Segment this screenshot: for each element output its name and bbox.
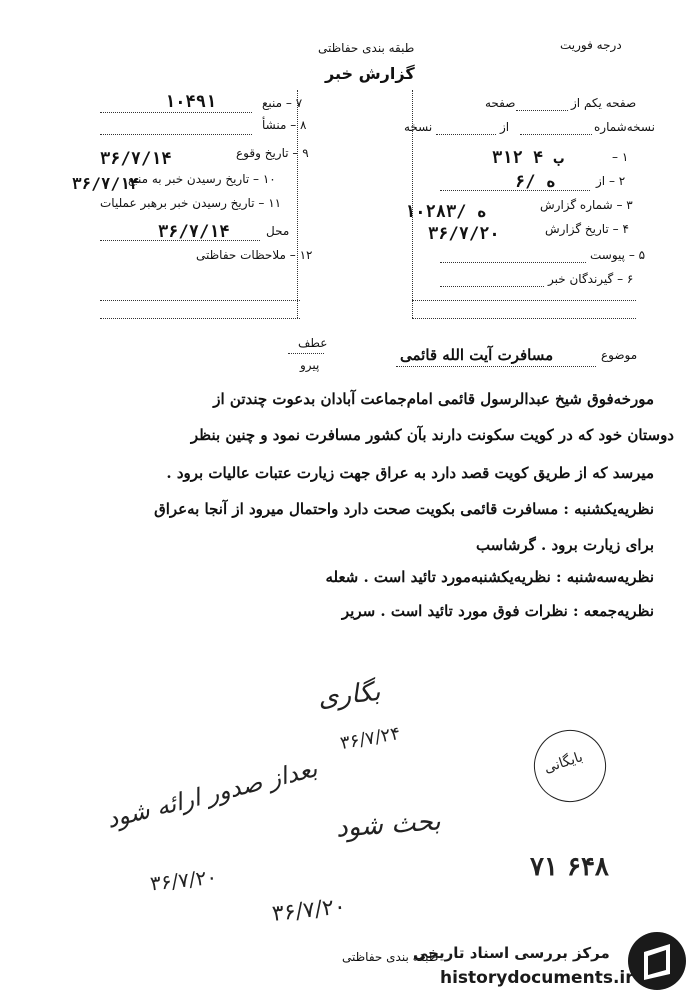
handwritten-note-2: بعداز صدور ارائه شود bbox=[103, 754, 321, 834]
archive-number: ۷۱ ۶۴۸ bbox=[530, 852, 609, 882]
form-title: گزارش خبر bbox=[325, 64, 415, 83]
field-source-value: ۱۰۴۹۱ bbox=[165, 92, 217, 112]
body-line-5: برای زیارت برود . گرشاسب bbox=[475, 536, 654, 554]
field-copy-suffix2: نسخه bbox=[404, 120, 433, 134]
peyro-label: پیرو bbox=[300, 358, 320, 372]
classification-label: طبقه بندی حفاظتی bbox=[318, 41, 415, 55]
body-line-4: نظریه‌یکشنبه : مسافرت قائمی بکویت صحت دارد واحتمال میرود از آنجا به‌عراق bbox=[154, 500, 654, 518]
field-copy-label: نسخه‌شماره bbox=[594, 120, 655, 134]
field-2-label: ۲ – از bbox=[596, 174, 626, 188]
field-source-label: ۷ – منبع bbox=[262, 96, 303, 110]
subject-value: مسافرت آیت الله قائمی bbox=[400, 346, 554, 364]
subject-label: موضوع bbox=[601, 348, 638, 362]
handwritten-note-1-date: ۳۶/۷/۲۴ bbox=[338, 722, 402, 755]
field-attachment-label: ۵ – پیوست bbox=[590, 248, 646, 262]
field-received-source-value: ۳۶/۷/۱۴ bbox=[72, 174, 140, 193]
handwritten-note-3: بحث شود bbox=[335, 806, 442, 844]
circular-stamp bbox=[525, 721, 616, 812]
watermark-title: مرکز بررسی اسناد تاریخی bbox=[413, 944, 610, 962]
handwritten-note-3-date: ۳۶/۷/۲۰ bbox=[270, 894, 348, 927]
body-line-3: میرسد که از طریق کویت قصد دارد به عراق جهت زیارت عتبات عالیات برود . bbox=[166, 464, 654, 482]
footer-classification-label: طبقه بندی حفاظتی bbox=[342, 950, 439, 964]
field-report-number-label: ۳ – شماره گزارش bbox=[540, 198, 633, 212]
atf-label: عطف bbox=[298, 336, 328, 350]
watermark-logo-icon bbox=[626, 930, 688, 992]
field-received-source-label: ۱۰ – تاریخ رسیدن خبر به منبع bbox=[128, 172, 276, 186]
body-line-2: دوستان خود که در کویت سکونت دارند بآن کشور مسافرت نمود و چنین بنظر bbox=[190, 426, 674, 444]
handwritten-note-1: بگاری bbox=[316, 676, 382, 714]
body-line-7: نظریه‌جمعه : نظرات فوق مورد تائید است . سریر bbox=[341, 602, 654, 620]
field-received-ops-label: ۱۱ – تاریخ رسیدن خبر برهبر عملیات bbox=[100, 196, 282, 210]
body-line-6: نظریه‌سه‌شنبه : نظریه‌یکشنبه‌مورد تائید است . شعله bbox=[325, 568, 654, 586]
field-security-notes-label: ۱۲ – ملاحظات حفاظتی bbox=[196, 248, 313, 262]
field-report-date-value: ۳۶/۷/۲۰ bbox=[428, 224, 500, 244]
watermark-url: historydocuments.ir bbox=[440, 968, 634, 988]
field-occurrence-date-label: ۹ – تاریخ وقوع bbox=[236, 146, 309, 160]
field-origin-label: ۸ – منشأ bbox=[262, 118, 307, 132]
field-recipients-label: ۶ – گیرندگان خبر bbox=[548, 272, 634, 286]
body-line-1: مورخه‌فوق شیخ عبدالرسول قائمی امام‌جماعت آبادان بدعوت چندتن از bbox=[213, 390, 654, 408]
field-page-suffix: صفحه bbox=[485, 96, 516, 110]
handwritten-note-2-date: ۳۶/۷/۲۰ bbox=[148, 864, 219, 896]
field-page-label: صفحه یکم از bbox=[571, 96, 637, 110]
field-occurrence-date-value: ۳۶/۷/۱۴ bbox=[100, 149, 172, 169]
field-report-number-value: ۱۰۲۸۳/ ه bbox=[405, 202, 487, 222]
stamp-text: بایگانی bbox=[542, 749, 585, 777]
field-1-value: ۳۱۲ ب ۴ bbox=[492, 148, 564, 168]
field-copy-suffix: از bbox=[500, 120, 510, 134]
field-location-label: محل bbox=[266, 224, 290, 238]
field-1-label: ۱ – bbox=[612, 150, 629, 164]
field-2-value: ۶/ ه bbox=[515, 172, 556, 192]
field-location-value: ۳۶/۷/۱۴ bbox=[158, 222, 230, 242]
field-report-date-label: ۴ – تاریخ گزارش bbox=[545, 222, 629, 236]
urgency-label: درجه فوریت bbox=[560, 38, 622, 52]
